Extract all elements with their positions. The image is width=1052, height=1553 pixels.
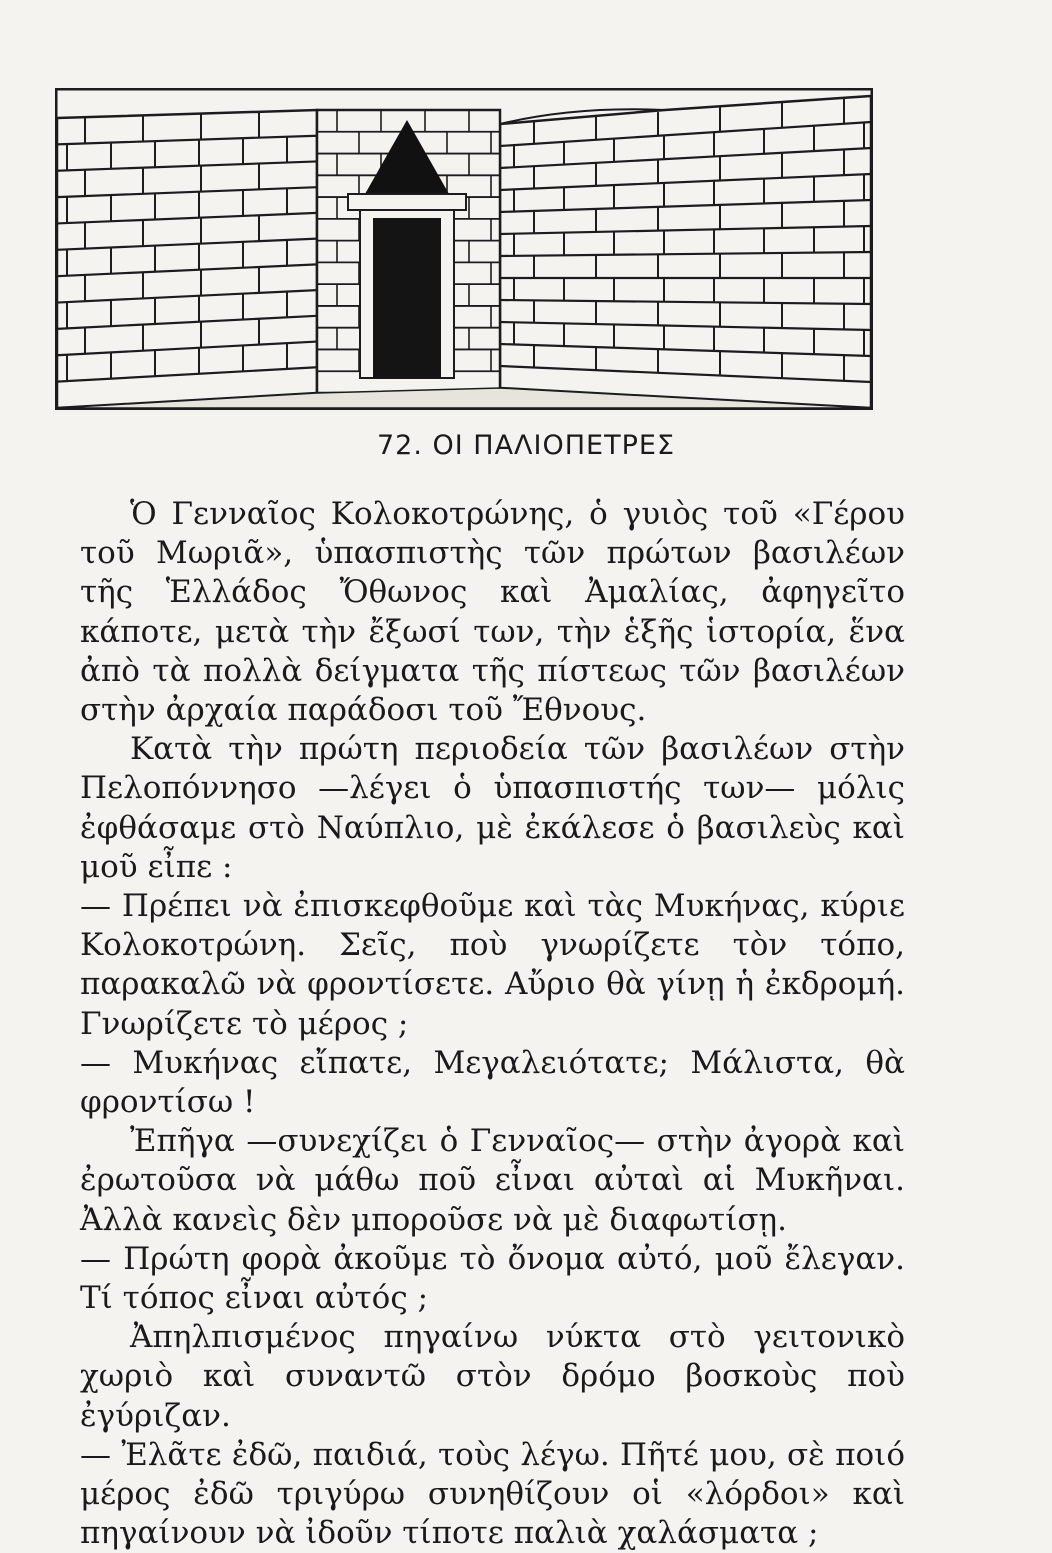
illustration-drawing [55, 88, 873, 410]
door-lintel [348, 194, 466, 210]
paragraph: Ὁ Γενναῖος Κολοκοτρώνης, ὁ γυιὸς τοῦ «Γέρου τοῦ Μωριᾶ», ὑπασπιστὴς τῶν πρώτων βασιλέων τῆς Ἑλλάδος Ὄθωνος καὶ Ἀμαλίας, ἀφηγεῖτο κάποτε, μετὰ τὴν ἔξωσί των, τὴν ἑξῆς ἱστορία, ἕνα ἀπὸ τὰ πολλὰ δείγματα τῆς πίστεως τῶν βασιλέων στὴν ἀρχαία παράδοσι τοῦ Ἔθνους. [80, 496, 905, 729]
paragraph: Ἀπηλπισμένος πηγαίνω νύκτα στὸ γειτονικὸ χωριὸ καὶ συναντῶ στὸν δρόμο βοσκοὺς ποὺ ἐγύριζαν. [80, 1319, 905, 1434]
left-wall [57, 110, 317, 408]
dialogue-paragraph: — Πρώτη φορὰ ἀκοῦμε τὸ ὄνομα αὐτό, μοῦ ἔλεγαν. Τί τόπος εἶναι αὐτός ; [80, 1240, 905, 1317]
chapter-title: 72. ΟΙ ΠΑΛΙΟΠΕΤΡΕΣ [376, 430, 676, 461]
doorway [373, 218, 441, 378]
dialogue-paragraph: — Μυκήνας εἴπατε, Μεγαλειότατε; Μάλιστα, θὰ φροντίσω ! [80, 1044, 905, 1121]
dialogue-paragraph: — Πρέπει νὰ ἐπισκεφθοῦμε καὶ τὰς Μυκήνας, κύριε Κολοκοτρώνη. Σεῖς, ποὺ γνωρίζετε τὸν τόπο, παρακαλῶ νὰ φροντίσετε. Αὔριο θὰ γίνῃ ἡ ἐκδρομή. Γνωρίζετε τὸ μέρος ; [80, 888, 905, 1042]
paragraph: Ἐπῆγα —συνεχίζει ὁ Γενναῖος— στὴν ἀγορὰ καὶ ἐρωτοῦσα νὰ μάθω ποῦ εἶναι αὐταὶ αἱ Μυκῆναι. Ἀλλὰ κανεὶς δὲν μποροῦσε νὰ μὲ διαφωτίσῃ. [80, 1123, 905, 1238]
body-text [80, 495, 905, 1553]
paragraph: Κατὰ τὴν πρώτη περιοδεία τῶν βασιλέων στὴν Πελοπόννησο —λέγει ὁ ὑπασπιστής των— μόλις ἐφθάσαμε στὸ Ναύπλιο, μὲ ἐκάλεσε ὁ βασιλεὺς καὶ μοῦ εἶπε : [80, 731, 905, 885]
dialogue-paragraph: — Ἐλᾶτε ἐδῶ, παιδιά, τοὺς λέγω. Πῆτέ μου, σὲ ποιό μέρος ἐδῶ τριγύρω συνηθίζουν οἱ «λόρδοι» καὶ πηγαίνουν νὰ ἰδοῦν τίποτε παλιὰ χαλάσματα ; [80, 1436, 905, 1552]
tomb-entrance-illustration [55, 88, 873, 410]
